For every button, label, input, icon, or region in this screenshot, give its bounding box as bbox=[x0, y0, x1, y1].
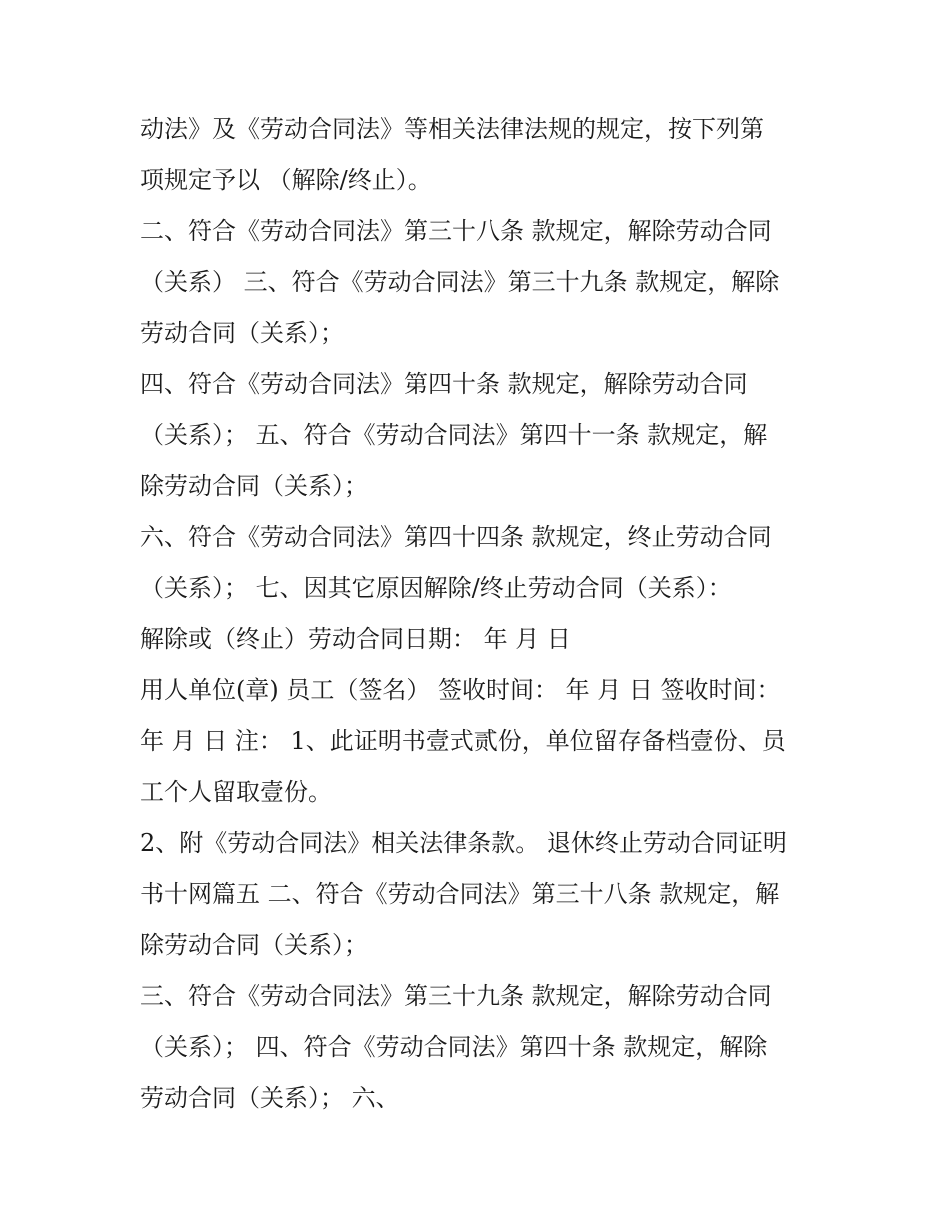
text-line: 劳动合同（关系）； 六、 bbox=[140, 1084, 400, 1112]
text-line: （关系）； 五、符合《劳动合同法》第四十一条 款规定，解 bbox=[140, 421, 768, 449]
text-line: （关系）； 四、符合《劳动合同法》第四十条 款规定，解除 bbox=[140, 1033, 768, 1061]
text-line: 动法》及《劳动合同法》等相关法律法规的规定，按下列第 bbox=[140, 115, 764, 143]
text-line: （关系） 三、符合《劳动合同法》第三十九条 款规定，解除 bbox=[140, 268, 780, 296]
text-line: 除劳动合同（关系）； bbox=[140, 931, 368, 959]
text-line: 劳动合同（关系）； bbox=[140, 319, 344, 347]
text-line: 二、符合《劳动合同法》第三十八条 款规定，解除劳动合同 bbox=[140, 217, 772, 245]
text-line: 2、附《劳动合同法》相关法律条款。 退休终止劳动合同证明 bbox=[140, 829, 787, 857]
text-line: 用人单位(章) 员工（签名） 签收时间： 年 月 日 签收时间： bbox=[140, 676, 781, 704]
text-line: 六、符合《劳动合同法》第四十四条 款规定，终止劳动合同 bbox=[140, 523, 772, 551]
document-body bbox=[140, 104, 820, 1124]
text-line: 书十网篇五 二、符合《劳动合同法》第三十八条 款规定，解 bbox=[140, 880, 780, 908]
text-line: 解除或（终止）劳动合同日期： 年 月 日 bbox=[140, 625, 571, 653]
text-line: 项规定予以 （解除/终止）。 bbox=[140, 166, 432, 194]
text-line: （关系）； 七、因其它原因解除/终止劳动合同（关系）： bbox=[140, 574, 732, 602]
text-line: 工个人留取壹份。 bbox=[140, 778, 332, 806]
text-line: 四、符合《劳动合同法》第四十条 款规定，解除劳动合同 bbox=[140, 370, 748, 398]
text-line: 除劳动合同（关系）； bbox=[140, 472, 368, 500]
text-line: 年 月 日 注： 1、此证明书壹式贰份，单位留存备档壹份、员 bbox=[140, 727, 786, 755]
text-line: 三、符合《劳动合同法》第三十九条 款规定，解除劳动合同 bbox=[140, 982, 772, 1010]
